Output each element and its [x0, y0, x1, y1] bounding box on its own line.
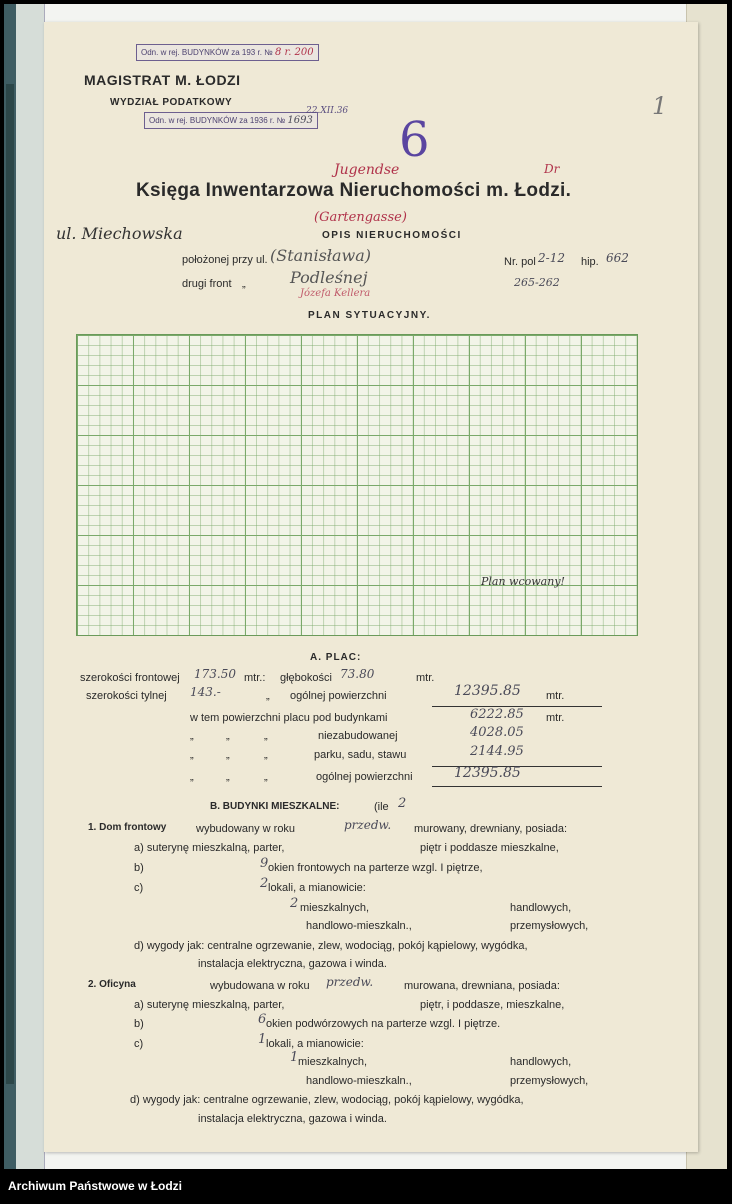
mtr-label-1: mtr.:: [244, 672, 266, 684]
gleb-value: 73.80: [340, 667, 375, 681]
budynki-label: w tem powierzchni placu pod budynkami: [190, 712, 388, 724]
oficyna-c-label: c): [134, 1038, 144, 1050]
drugi-front-value-red: Józefa Kellera: [300, 288, 371, 299]
front-year: przedw.: [344, 818, 392, 832]
front-label: 1. Dom frontowy: [88, 822, 167, 833]
oficyna-text2: murowana, drewniana, posiada:: [404, 980, 560, 992]
ile-value: 2: [398, 796, 407, 811]
oficyna-mieszk-value: 1: [290, 1050, 299, 1065]
street-handwritten: ul. Miechowska: [56, 224, 183, 243]
volume-number: 6: [399, 112, 430, 168]
drugi-front-label: drugi front: [182, 278, 232, 290]
nr-pol-label: Nr. pol: [504, 256, 536, 268]
budynki-heading: B. BUDYNKI MIESZKALNE:: [210, 801, 340, 812]
opis-heading: OPIS NIERUCHOMOŚCI: [322, 230, 462, 241]
park-label: parku, sadu, stawu: [314, 749, 407, 761]
oficyna-d: d) wygody jak: centralne ogrzewanie, zlew, wodociąg, pokój kąpielowy, wygódka,: [130, 1094, 524, 1106]
mtr-label-2: mtr.: [416, 672, 435, 684]
stamp-top-text: Odn. w rej. BUDYNKÓW za 193 r. №: [141, 48, 273, 57]
front-handlowych-label: handlowych,: [510, 902, 572, 914]
front-d: d) wygody jak: centralne ogrzewanie, zlew, wodociąg, pokój kąpielowy, wygódka,: [134, 940, 528, 952]
front-b-text: okien frontowych na parterze wzgl. I piętrze,: [268, 862, 483, 874]
front-a: a) suterynę mieszkalną, parter,: [134, 842, 285, 854]
oficyna-b-text: okien podwórzowych na parterze wzgl. I piętrze.: [266, 1018, 501, 1030]
ogolnej-label: ogólnej powierzchni: [290, 690, 387, 702]
document-page: [44, 22, 698, 1152]
szer-front-value: 173.50: [194, 667, 236, 681]
ogolnej2-label: ogólnej powierzchni: [316, 771, 413, 783]
mtr-label-3: mtr.: [546, 690, 565, 702]
oficyna-handlowych-label: handlowych,: [510, 1056, 572, 1068]
oficyna-handl-mieszk-label: handlowo-mieszkaln.,: [306, 1075, 412, 1087]
front-a2: piętr i poddasze mieszkalne,: [420, 842, 559, 854]
ditto-mark: „: [264, 749, 268, 761]
front-mieszk-label: mieszkalnych,: [300, 902, 370, 914]
scanned-document: [4, 4, 727, 1169]
front-text2: murowany, drewniany, posiada:: [414, 823, 568, 835]
niezab-value: 4028.05: [470, 725, 524, 740]
oficyna-year: przedw.: [326, 975, 374, 989]
hip-value: 662: [606, 251, 629, 265]
front-mieszk-value: 2: [290, 896, 299, 911]
binder-strip: [6, 84, 14, 1084]
polozonej-label: położonej przy ul.: [182, 254, 268, 266]
stamp-top-hand: 8 r. 200: [274, 47, 314, 58]
ogolnej-value: 12395.85: [454, 683, 521, 699]
oficyna-mieszk-label: mieszkalnych,: [298, 1056, 368, 1068]
binder-cover-edge: [16, 4, 45, 1169]
drugi-front-value: Podleśnej: [290, 268, 368, 287]
niezab-label: niezabudowanej: [318, 730, 398, 742]
nr-pol-value: 2-12: [538, 251, 565, 265]
front-c-label: c): [134, 882, 144, 894]
archive-footer: [0, 1169, 732, 1204]
szer-tyl-label: szerokości tylnej: [86, 690, 167, 702]
oficyna-a2: piętr, i poddasze, mieszkalne,: [420, 999, 565, 1011]
ditto-mark: „: [264, 730, 268, 742]
front-c-value: 2: [260, 876, 269, 891]
ditto-mark: „: [226, 749, 230, 761]
oficyna-d2: instalacja elektryczna, gazowa i winda.: [198, 1113, 387, 1125]
front-przem-label: przemysłowych,: [510, 920, 589, 932]
wydzial-heading: WYDZIAŁ PODATKOWY: [110, 97, 233, 108]
oficyna-b-value: 6: [258, 1012, 267, 1027]
front-text1: wybudowany w roku: [196, 823, 296, 835]
red-annotation-1: Jugendse: [334, 162, 400, 178]
red-annotation-2: Dr: [544, 162, 560, 176]
corner-page-number: 1: [652, 92, 668, 120]
ditto-mark: „: [266, 690, 270, 702]
register-stamp-top: [136, 44, 319, 61]
stamp-mid-hand: 1693: [287, 115, 313, 126]
oficyna-text1: wybudowana w roku: [210, 980, 310, 992]
ditto-mark: „: [242, 278, 246, 290]
oficyna-c-text: lokali, a mianowicie:: [266, 1038, 364, 1050]
archive-name: Archiwum Państwowe w Łodzi: [8, 1179, 183, 1193]
front-b-value: 9: [260, 856, 269, 871]
underline: [432, 786, 602, 787]
szer-front-label: szerokości frontowej: [80, 672, 180, 684]
stamp-date: 22.XII.36: [306, 106, 349, 116]
gleb-label: głębokości: [280, 672, 332, 684]
oficyna-label: 2. Oficyna: [88, 979, 136, 990]
ditto-mark: „: [190, 771, 194, 783]
ditto-mark: „: [264, 771, 268, 783]
ditto-mark: „: [226, 730, 230, 742]
stamp-mid-text: Odn. w rej. BUDYNKÓW za 1936 r. №: [149, 116, 286, 125]
oficyna-b-label: b): [134, 1018, 144, 1030]
front-d2: instalacja elektryczna, gazowa i winda.: [198, 958, 387, 970]
ditto-mark: „: [190, 749, 194, 761]
ogolnej2-value: 12395.85: [454, 765, 521, 781]
mtr-label-4: mtr.: [546, 712, 565, 724]
front-c-text: lokali, a mianowicie:: [268, 882, 366, 894]
szer-tyl-value: 143.-: [190, 685, 221, 699]
park-value: 2144.95: [470, 744, 524, 759]
book-title: Księga Inwentarzowa Nieruchomości m. Łodzi.: [136, 180, 572, 201]
front-handl-mieszk-label: handlowo-mieszkaln.,: [306, 920, 412, 932]
magistrat-heading: MAGISTRAT M. ŁODZI: [84, 72, 241, 88]
plac-heading: A. PLAC:: [310, 652, 362, 663]
oficyna-c-value: 1: [258, 1032, 267, 1047]
hip-label: hip.: [581, 256, 599, 268]
register-stamp-mid: [144, 112, 318, 129]
second-nr-value: 265-262: [514, 276, 560, 289]
situational-plan-grid: [76, 334, 638, 636]
plan-note: Plan wcowany!: [481, 575, 565, 588]
front-b-label: b): [134, 862, 144, 874]
ditto-mark: „: [226, 771, 230, 783]
plan-title: PLAN SYTUACYJNY.: [308, 310, 431, 321]
oficyna-a: a) suterynę mieszkalną, parter,: [134, 999, 285, 1011]
red-annotation-3: (Gartengasse): [314, 210, 407, 225]
street-value: (Stanisława): [270, 246, 372, 265]
budynki-value: 6222.85: [470, 707, 524, 722]
ditto-mark: „: [190, 730, 194, 742]
ile-label: (ile: [374, 801, 389, 813]
oficyna-przem-label: przemysłowych,: [510, 1075, 589, 1087]
